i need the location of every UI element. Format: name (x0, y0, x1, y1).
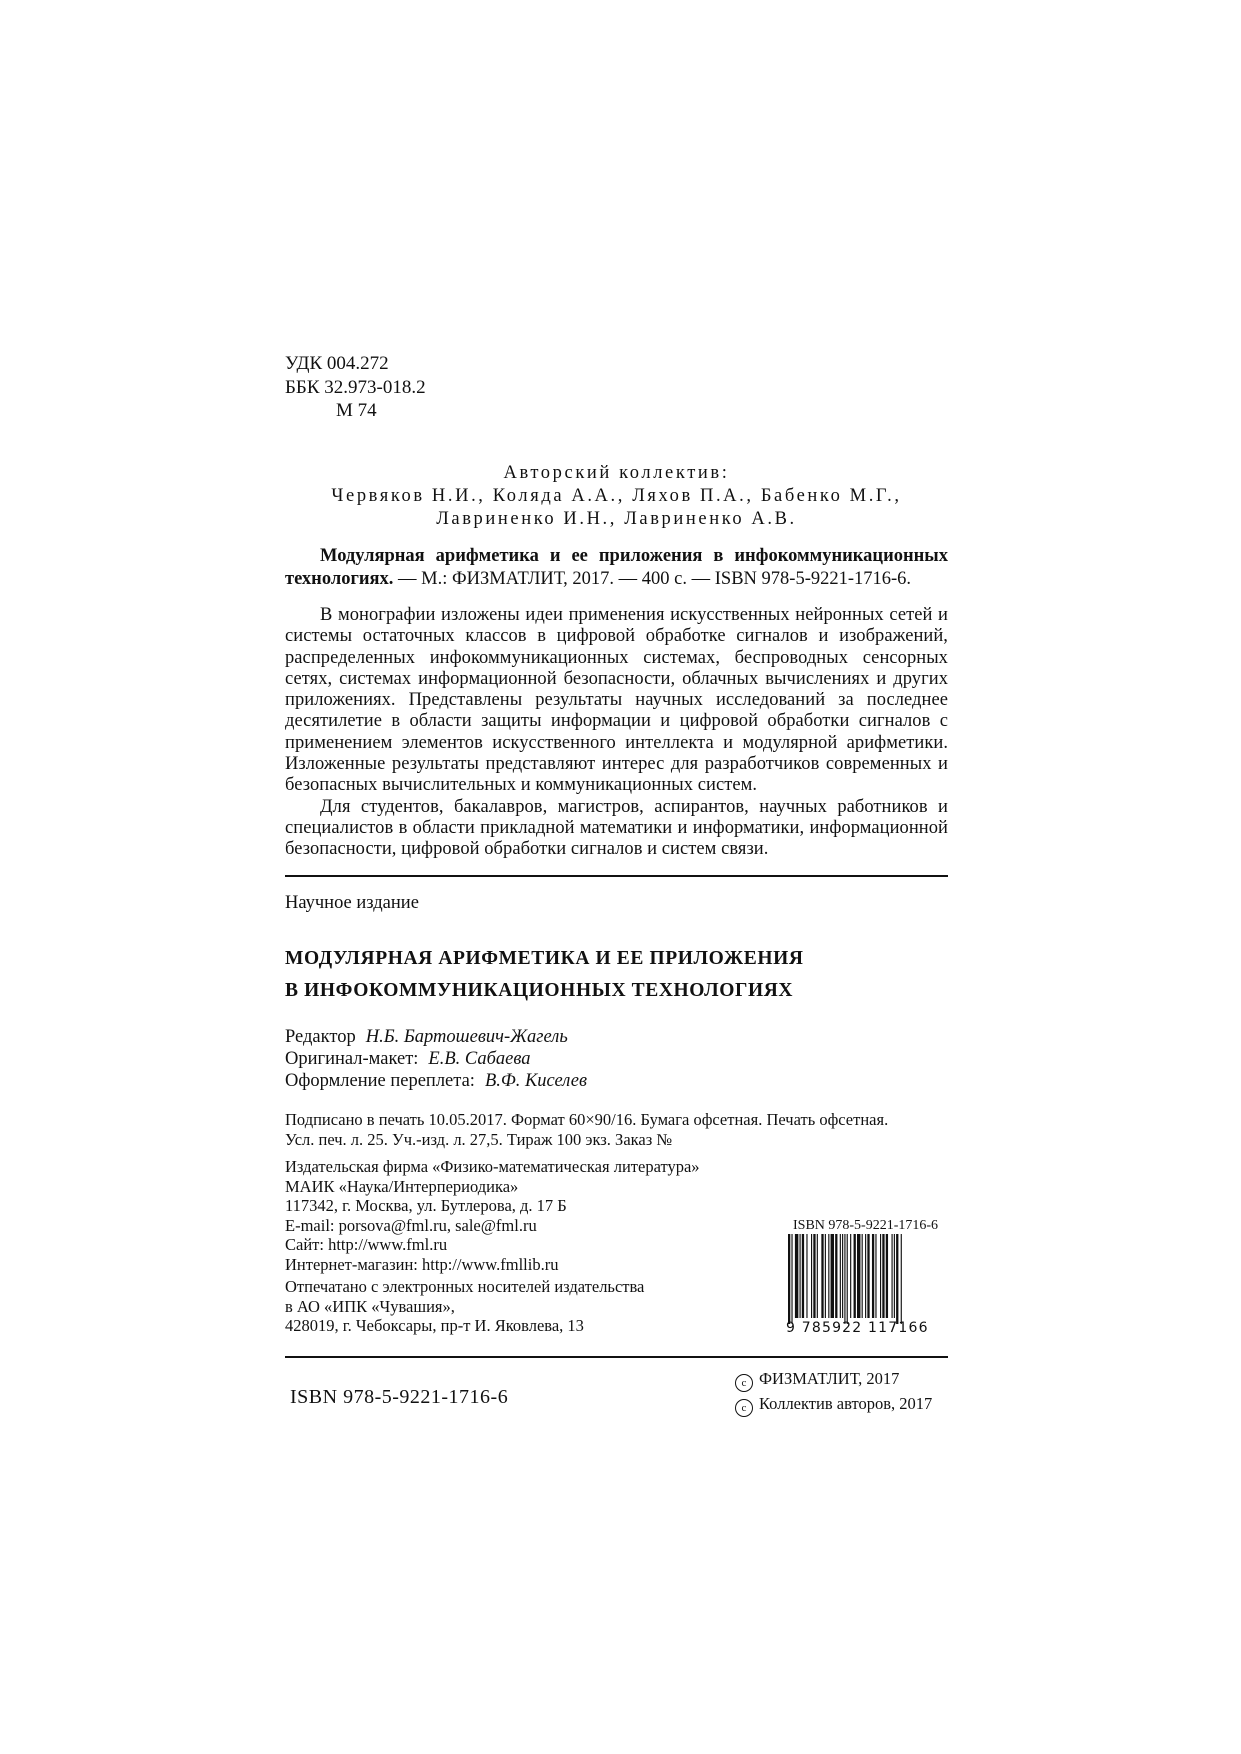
barcode-bar (892, 1234, 893, 1318)
publisher-shop: Интернет-магазин: http://www.fmllib.ru (285, 1254, 559, 1274)
barcode-bar (872, 1234, 874, 1318)
barcode-digits: 9 785922 117166 (786, 1320, 929, 1336)
divider-bottom (285, 1356, 948, 1358)
publisher-email: E-mail: porsova@fml.ru, sale@fml.ru (285, 1215, 537, 1235)
cover-designer-name: В.Ф. Киселев (484, 1071, 588, 1091)
bbk-code: ББК 32.973-018.2 (285, 376, 426, 398)
barcode-bar (862, 1234, 863, 1318)
barcode-bar (788, 1234, 790, 1324)
barcode-bar (850, 1234, 851, 1318)
barcode-bar (811, 1234, 812, 1318)
printer-line-3: 428019, г. Чебоксары, пр-т И. Яковлева, 13 (285, 1316, 584, 1336)
cover-label: Оформление переплета: (285, 1071, 475, 1091)
barcode-isbn-label: ISBN 978-5-9221-1716-6 (793, 1218, 939, 1233)
copyright-line-2 (735, 1392, 932, 1417)
imprint-title (285, 943, 804, 1007)
bibliographic-details: — М.: ФИЗМАТЛИТ, 2017. — 400 с. — ISBN 978-5-9221-1716-6. (393, 569, 912, 589)
copyright-block (735, 1367, 932, 1417)
barcode-bar (882, 1234, 884, 1318)
barcode-bar (806, 1234, 807, 1318)
printer-info (285, 1277, 644, 1336)
barcode-bar (867, 1234, 869, 1318)
barcode-bar (795, 1234, 798, 1318)
publisher-line-1: Издательская фирма «Физико-математическая литература» (285, 1157, 700, 1176)
barcode-bar (800, 1234, 801, 1318)
copyright-publisher: ФИЗМАТЛИТ, 2017 (759, 1369, 900, 1388)
annotation (285, 605, 948, 861)
barcode-bar (802, 1234, 804, 1318)
barcode-bar (844, 1234, 845, 1324)
print-details-line-2: Усл. печ. л. 25. Уч.-изд. л. 27,5. Тираж 100 экз. Заказ № (285, 1130, 673, 1149)
footer-isbn: ISBN 978-5-9221-1716-6 (290, 1386, 509, 1408)
bibliographic-record (285, 545, 948, 591)
barcode-bar (821, 1234, 823, 1318)
barcode-bar (880, 1234, 881, 1318)
divider-top (285, 875, 948, 877)
publisher-line-2: МАИК «Наука/Интерпериодика» (285, 1176, 519, 1196)
print-details (285, 1110, 888, 1150)
barcode-bar (847, 1234, 848, 1324)
publisher-address: 117342, г. Москва, ул. Бутлерова, д. 17 Б (285, 1196, 567, 1216)
annotation-paragraph-2: Для студентов, бакалавров, магистров, аспирантов, научных работников и специалистов в области прикладной математики и информатики, информационной безопасности, цифровой обработки сигналов и систем связи. (285, 796, 948, 860)
isbn-barcode (786, 1234, 944, 1324)
barcode-bar (817, 1234, 818, 1318)
copyright-icon: c (735, 1399, 753, 1417)
edition-type: Научное издание (285, 893, 419, 913)
barcode-bar (825, 1234, 826, 1318)
udk-code: УДК 004.272 (285, 353, 389, 374)
barcode-bar (831, 1234, 834, 1318)
copyright-icon: c (735, 1374, 753, 1392)
copyright-line-1 (735, 1367, 932, 1392)
authors-line-2: Лавриненко И.Н., Лавриненко А.В. (436, 509, 797, 529)
print-details-line-1: Подписано в печать 10.05.2017. Формат 60×90/16. Бумага офсетная. Печать офсетная. (285, 1110, 889, 1129)
barcode-bar (854, 1234, 856, 1318)
barcode-bar (835, 1234, 837, 1318)
book-title-bold: Модулярная арифметика и ее приложения в инфокоммуникационных технологиях. (285, 546, 948, 589)
printer-line-2: в АО «ИПК «Чувашия», (285, 1296, 455, 1316)
editor-name: Н.Б. Бартошевич-Жагель (365, 1027, 568, 1047)
editorial-staff (285, 1026, 587, 1092)
layout-label: Оригинал-макет: (285, 1049, 419, 1069)
classification-codes (285, 352, 426, 423)
barcode-bar (894, 1234, 895, 1318)
barcode-bar (791, 1234, 792, 1324)
publisher-site: Сайт: http://www.fml.ru (285, 1235, 448, 1255)
barcode-bar (813, 1234, 815, 1318)
cover-row (285, 1070, 587, 1092)
barcode-bar (896, 1234, 898, 1324)
publisher-info (285, 1157, 700, 1275)
barcode-bar (901, 1234, 902, 1324)
barcode-bar (865, 1234, 866, 1318)
barcode-bar (875, 1234, 876, 1318)
imprint-title-line-1: МОДУЛЯРНАЯ АРИФМЕТИКА И ЕЕ ПРИЛОЖЕНИЯ (285, 948, 804, 969)
layout-name: Е.В. Сабаева (428, 1049, 531, 1069)
layout-row (285, 1048, 587, 1070)
editor-label: Редактор (285, 1027, 356, 1047)
annotation-paragraph-1: В монографии изложены идеи применения искусственных нейронных сетей и системы остаточных классов в цифровой обработке сигналов и изображений, распределенных инфокоммуникационных системах, беспроводных сенсорных сетях, системах информационной безопасности, облачных вычислениях и других приложениях. Представлены результаты научных исследований за последнее десятилетие в области защиты информации и цифровой обработки сигналов с применением элементов искусственного интеллекта и модулярной арифметики. Изложенные результаты представляют интерес для разработчиков современных и безопасных вычислительных и коммуникационных систем. (285, 605, 948, 796)
author-sign: М 74 (336, 400, 377, 421)
copyright-authors: Коллектив авторов, 2017 (759, 1394, 933, 1413)
authors-block (285, 462, 948, 531)
barcode-bar (828, 1234, 829, 1318)
printer-line-1: Отпечатано с электронных носителей издательства (285, 1277, 645, 1296)
barcode-bar (842, 1234, 843, 1318)
barcode-bar (840, 1234, 841, 1318)
imprint-title-line-2: В ИНФОКОММУНИКАЦИОННЫХ ТЕХНОЛОГИЯХ (285, 980, 794, 1001)
authors-heading: Авторский коллектив: (503, 463, 730, 483)
editor-row (285, 1026, 587, 1048)
authors-line-1: Червяков Н.И., Коляда А.А., Ляхов П.А., Бабенко М.Г., (331, 486, 902, 506)
barcode-bar (857, 1234, 860, 1318)
barcode-bar (886, 1234, 888, 1318)
